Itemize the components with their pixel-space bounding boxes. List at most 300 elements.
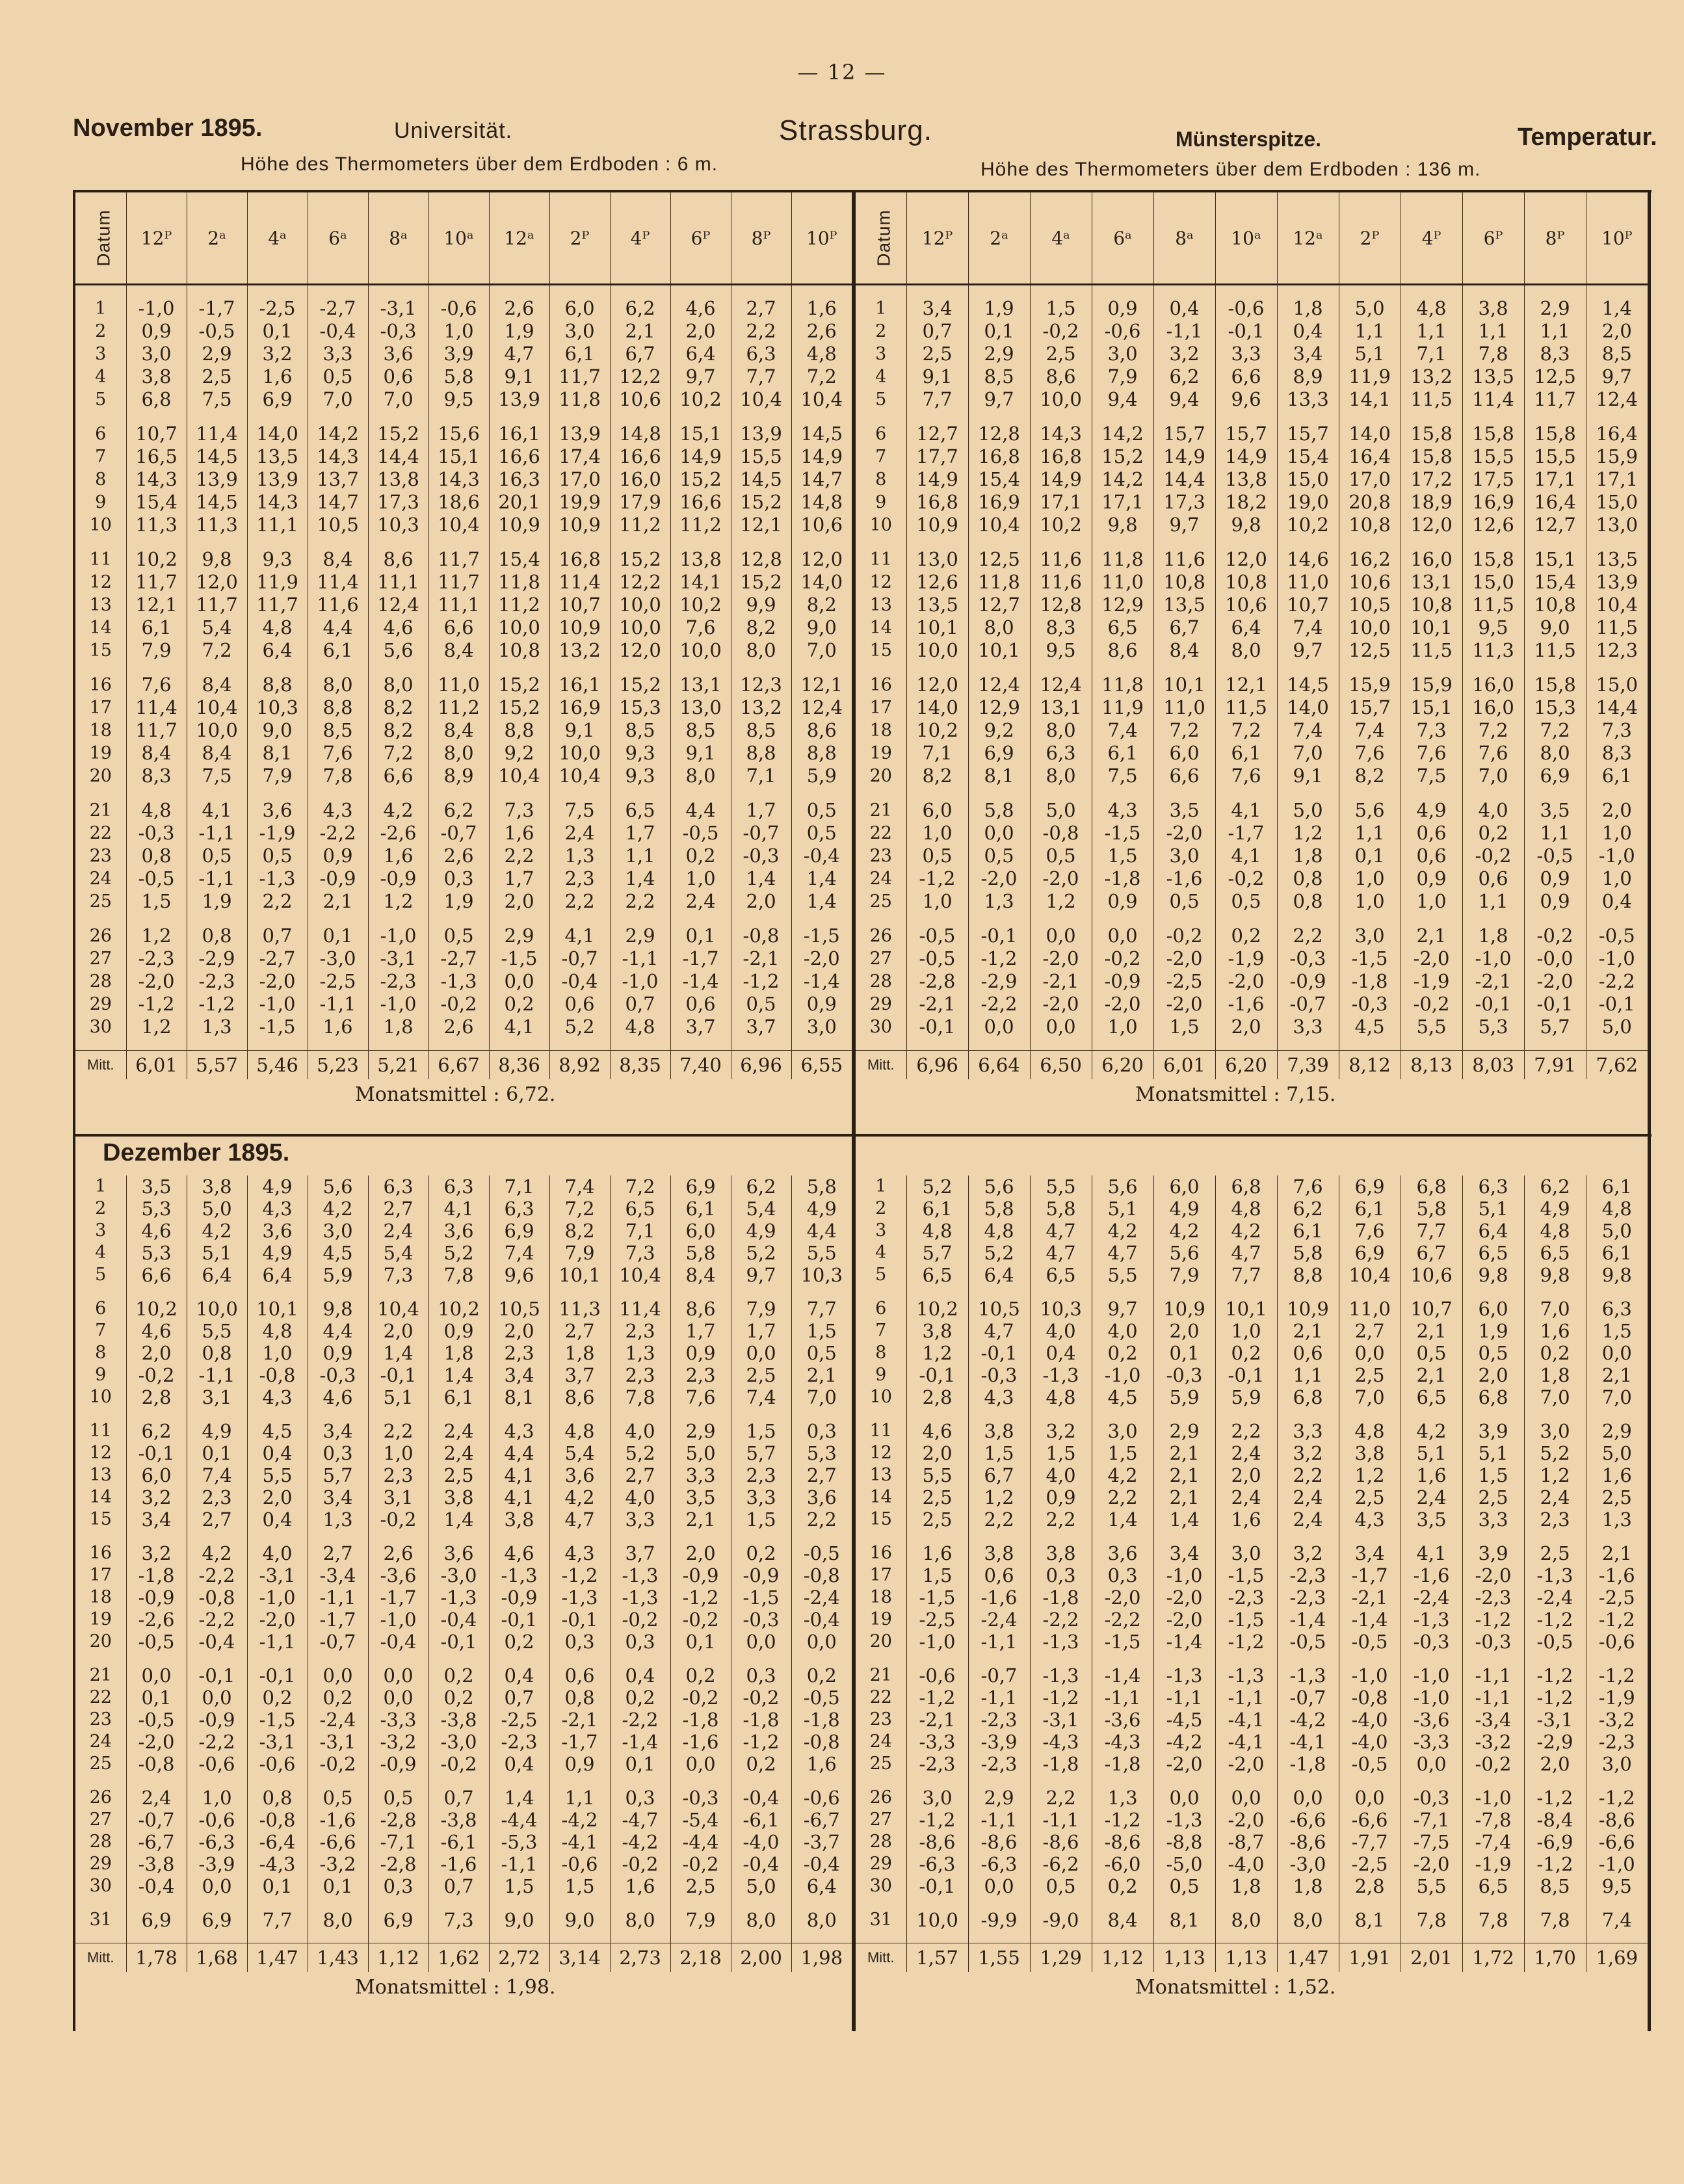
temperature-cell: 6,4 xyxy=(187,1264,247,1286)
temperature-cell: 1,1 xyxy=(1462,890,1524,913)
left-station-title: Universität. xyxy=(394,118,513,143)
temperature-cell: 1,6 xyxy=(791,297,852,320)
temperature-cell: 10,0 xyxy=(906,639,968,662)
temperature-cell: 9,1 xyxy=(549,719,610,742)
day-cell: 18 xyxy=(869,720,892,741)
temperature-cell: 15,7 xyxy=(1277,423,1339,445)
temperature-cell: 0,1 xyxy=(308,1875,368,1897)
temperature-cell: -1,4 xyxy=(610,1731,670,1753)
temperature-cell: 0,7 xyxy=(610,993,670,1016)
temperature-cell: -1,4 xyxy=(670,970,731,993)
temperature-cell: 3,5 xyxy=(1153,799,1215,822)
temperature-cell: 3,8 xyxy=(489,1508,549,1531)
temperature-cell: 6,5 xyxy=(1462,1875,1524,1897)
temperature-cell: 0,0 xyxy=(670,1753,731,1775)
temperature-cell: 4,1 xyxy=(1215,799,1277,822)
temperature-cell: 11,7 xyxy=(187,594,247,616)
temperature-cell: 10,2 xyxy=(670,594,731,616)
temperature-cell: 3,7 xyxy=(670,1016,731,1038)
temperature-cell: -0,3 xyxy=(1153,1364,1215,1386)
day-cell: 5 xyxy=(875,1265,887,1285)
temperature-cell: -0,6 xyxy=(187,1753,247,1775)
temperature-cell: 8,5 xyxy=(308,719,368,742)
temperature-cell: -1,3 xyxy=(549,1586,610,1609)
temperature-cell: 1,8 xyxy=(1462,925,1524,947)
temperature-cell: 17,1 xyxy=(1524,468,1586,491)
temperature-cell: 1,3 xyxy=(1586,1508,1648,1531)
temperature-cell: 6,7 xyxy=(610,343,670,365)
temperature-cell: 9,2 xyxy=(489,742,549,765)
temperature-cell: -0,2 xyxy=(1524,925,1586,947)
temperature-cell: -6,3 xyxy=(187,1831,247,1853)
temperature-cell: -0,1 xyxy=(1215,320,1277,343)
temperature-cell: 5,5 xyxy=(791,1242,852,1264)
temperature-cell: 14,0 xyxy=(906,696,968,719)
temperature-cell: 0,3 xyxy=(368,1875,428,1897)
temperature-cell: -1,8 xyxy=(731,1709,791,1731)
temperature-cell: 1,0 xyxy=(1339,867,1401,890)
table-row xyxy=(75,423,852,445)
temperature-cell: 6,0 xyxy=(126,1464,187,1486)
temperature-cell: 11,0 xyxy=(1277,571,1339,594)
temperature-cell: 14,9 xyxy=(1030,468,1092,491)
temperature-cell: 0,1 xyxy=(670,925,731,947)
temperature-cell: -1,1 xyxy=(308,993,368,1016)
mean-cell: 6,96 xyxy=(731,1051,791,1080)
day-cell: 12 xyxy=(869,572,892,592)
temperature-cell: -4,2 xyxy=(610,1831,670,1853)
temperature-cell: 6,2 xyxy=(126,1420,187,1442)
temperature-cell: 11,3 xyxy=(187,514,247,536)
temperature-cell: 11,5 xyxy=(1462,594,1524,616)
temperature-cell: 14,6 xyxy=(1277,548,1339,571)
frame-right-line xyxy=(1648,190,1651,2031)
temperature-cell: -0,9 xyxy=(368,1753,428,1775)
temperature-cell: 12,7 xyxy=(1524,514,1586,536)
temperature-cell: 2,4 xyxy=(126,1787,187,1809)
temperature-cell: 1,4 xyxy=(791,867,852,890)
temperature-cell: 0,0 xyxy=(731,1631,791,1653)
temperature-cell: 2,2 xyxy=(549,890,610,913)
temperature-cell: 12,5 xyxy=(1339,639,1401,662)
temperature-cell: 0,1 xyxy=(247,320,308,343)
temperature-cell: 4,0 xyxy=(1462,799,1524,822)
temperature-cell: -1,8 xyxy=(791,1709,852,1731)
temperature-cell: -2,5 xyxy=(1339,1853,1401,1875)
temperature-cell: -0,4 xyxy=(187,1631,247,1653)
temperature-cell: -1,6 xyxy=(1586,1564,1648,1586)
temperature-cell: 6,1 xyxy=(906,1198,968,1220)
temperature-cell: 2,4 xyxy=(670,890,731,913)
temperature-cell: 9,5 xyxy=(1586,1875,1648,1897)
table-row xyxy=(75,1298,852,1320)
temperature-cell: 2,5 xyxy=(1339,1486,1401,1508)
table-row xyxy=(75,1176,852,1198)
temperature-cell: -0,3 xyxy=(1401,1631,1462,1653)
temperature-cell: 4,4 xyxy=(489,1442,549,1464)
temperature-cell: 16,8 xyxy=(968,445,1030,468)
mean-cell: 1,70 xyxy=(1524,1943,1586,1973)
temperature-cell: -8,4 xyxy=(1524,1809,1586,1831)
temperature-cell: 4,6 xyxy=(126,1220,187,1242)
temperature-cell: 9,8 xyxy=(1586,1264,1648,1286)
hour-header: 8ᴾ xyxy=(1524,192,1586,285)
temperature-cell: 0,9 xyxy=(549,1753,610,1775)
temperature-cell: 0,3 xyxy=(1092,1564,1153,1586)
temperature-cell: -2,3 xyxy=(1277,1586,1339,1609)
temperature-cell: 1,0 xyxy=(1215,1320,1277,1342)
temperature-cell: 1,6 xyxy=(1586,1464,1648,1486)
temperature-cell: -0,5 xyxy=(791,1542,852,1564)
hour-header: 6ᵃ xyxy=(1092,192,1153,285)
temperature-cell: -0,5 xyxy=(126,1631,187,1653)
day-cell: 8 xyxy=(875,1343,887,1363)
temperature-cell: -1,1 xyxy=(1153,320,1215,343)
temperature-cell: 5,5 xyxy=(1401,1875,1462,1897)
temperature-cell: 8,2 xyxy=(731,616,791,639)
temperature-cell: 4,0 xyxy=(1092,1320,1153,1342)
temperature-cell: 0,9 xyxy=(791,993,852,1016)
day-cell: 3 xyxy=(875,344,887,364)
temperature-cell: 8,0 xyxy=(968,616,1030,639)
table-row xyxy=(856,1420,1648,1442)
temperature-cell: 16,0 xyxy=(1462,696,1524,719)
temperature-cell: 3,0 xyxy=(1215,1542,1277,1564)
temperature-cell: 9,7 xyxy=(1092,1298,1153,1320)
temperature-cell: -0,7 xyxy=(126,1809,187,1831)
temperature-cell: 17,7 xyxy=(906,445,968,468)
temperature-cell: 3,6 xyxy=(791,1486,852,1508)
temperature-cell: -1,6 xyxy=(670,1731,731,1753)
temperature-cell: -1,2 xyxy=(549,1564,610,1586)
temperature-cell: -2,5 xyxy=(247,297,308,320)
temperature-cell: 7,3 xyxy=(1401,719,1462,742)
temperature-cell: 9,0 xyxy=(549,1909,610,1931)
day-cell: 22 xyxy=(869,823,892,843)
mean-cell: 8,03 xyxy=(1462,1051,1524,1080)
temperature-cell: 2,2 xyxy=(1277,1464,1339,1486)
temperature-cell: 7,7 xyxy=(247,1909,308,1931)
temperature-cell: -0,4 xyxy=(126,1875,187,1897)
temperature-cell: 16,4 xyxy=(1586,423,1648,445)
temperature-cell: -0,2 xyxy=(1092,947,1153,970)
temperature-cell: 8,0 xyxy=(791,1909,852,1931)
table-row xyxy=(856,1631,1648,1653)
temperature-cell: -7,8 xyxy=(1462,1809,1524,1831)
temperature-cell: 15,5 xyxy=(1524,445,1586,468)
temperature-cell: 4,3 xyxy=(489,1420,549,1442)
temperature-cell: -0,5 xyxy=(1277,1631,1339,1653)
mean-cell: 8,13 xyxy=(1401,1051,1462,1080)
day-cell: 2 xyxy=(875,321,887,341)
temperature-cell: 0,2 xyxy=(731,1542,791,1564)
temperature-cell: 5,5 xyxy=(906,1464,968,1486)
temperature-cell: 15,1 xyxy=(1524,548,1586,571)
temperature-cell: -1,0 xyxy=(1092,1364,1153,1386)
temperature-cell: -3,9 xyxy=(968,1731,1030,1753)
temperature-cell: -1,8 xyxy=(1030,1753,1092,1775)
temperature-cell: 8,5 xyxy=(731,719,791,742)
temperature-cell: 6,2 xyxy=(610,297,670,320)
day-cell: 28 xyxy=(869,1832,892,1852)
table-row xyxy=(75,1709,852,1731)
table-row xyxy=(75,765,852,787)
mean-cell: 8,92 xyxy=(549,1051,610,1080)
temperature-cell: 17,2 xyxy=(1401,468,1462,491)
temperature-cell: 4,7 xyxy=(1092,1242,1153,1264)
temperature-cell: 3,8 xyxy=(968,1542,1030,1564)
temperature-cell: 6,9 xyxy=(247,388,308,411)
temperature-cell: 15,2 xyxy=(1092,445,1153,468)
temperature-cell: -6,3 xyxy=(968,1853,1030,1875)
temperature-cell: -7,1 xyxy=(368,1831,428,1853)
temperature-cell: 12,8 xyxy=(731,548,791,571)
temperature-cell: 5,8 xyxy=(428,365,489,388)
table-row xyxy=(856,970,1648,993)
day-cell: 7 xyxy=(875,1321,887,1341)
temperature-cell: -1,5 xyxy=(1092,1631,1153,1653)
temperature-cell: -0,4 xyxy=(308,320,368,343)
temperature-cell: 1,6 xyxy=(247,365,308,388)
temperature-cell: 10,3 xyxy=(368,514,428,536)
temperature-cell: 12,0 xyxy=(187,571,247,594)
temperature-cell: -2,3 xyxy=(1462,1586,1524,1609)
monthly-mean: Monatsmittel : 1,52. xyxy=(1135,1976,1336,1999)
hour-header: 6ᴾ xyxy=(1462,192,1524,285)
temperature-cell: 2,4 xyxy=(549,822,610,845)
temperature-cell: -0,2 xyxy=(610,1853,670,1875)
temperature-cell: 9,5 xyxy=(428,388,489,411)
temperature-cell: 5,7 xyxy=(731,1442,791,1464)
temperature-cell: 9,1 xyxy=(489,365,549,388)
temperature-cell: -0,5 xyxy=(1339,1631,1401,1653)
temperature-cell: 7,3 xyxy=(489,799,549,822)
temperature-cell: 14,8 xyxy=(791,491,852,514)
temperature-cell: 0,6 xyxy=(1401,845,1462,867)
temperature-cell: 9,5 xyxy=(1030,639,1092,662)
mean-label: Mitt. xyxy=(75,1051,126,1080)
temperature-cell: -1,2 xyxy=(906,867,968,890)
temperature-cell: 5,6 xyxy=(1153,1242,1215,1264)
temperature-cell: 0,3 xyxy=(610,1631,670,1653)
temperature-cell: 2,7 xyxy=(187,1508,247,1531)
temperature-cell: 4,8 xyxy=(610,1016,670,1038)
temperature-cell: -2,0 xyxy=(1153,1753,1215,1775)
november-universitaet-table xyxy=(75,192,852,1111)
temperature-cell: 4,8 xyxy=(126,799,187,822)
temperature-cell: 8,8 xyxy=(791,742,852,765)
day-cell: 13 xyxy=(89,1465,112,1485)
table-row xyxy=(856,993,1648,1016)
temperature-cell: 14,0 xyxy=(1339,423,1401,445)
temperature-cell: 17,1 xyxy=(1030,491,1092,514)
temperature-cell: 5,5 xyxy=(1401,1016,1462,1038)
temperature-cell: -0,7 xyxy=(968,1664,1030,1687)
temperature-cell: -0,9 xyxy=(489,1586,549,1609)
temperature-cell: 0,0 xyxy=(126,1664,187,1687)
day-cell: 16 xyxy=(89,675,112,695)
temperature-cell: 10,6 xyxy=(610,388,670,411)
table-row xyxy=(856,1320,1648,1342)
day-cell: 22 xyxy=(89,823,112,843)
mean-cell: 6,96 xyxy=(906,1051,968,1080)
temperature-cell: 10,8 xyxy=(1215,571,1277,594)
temperature-cell: 15,7 xyxy=(1339,696,1401,719)
temperature-cell: 11,9 xyxy=(247,571,308,594)
temperature-cell: 7,9 xyxy=(1153,1264,1215,1286)
temperature-cell: 12,1 xyxy=(731,514,791,536)
temperature-cell: 2,4 xyxy=(1215,1486,1277,1508)
temperature-cell: -6,4 xyxy=(247,1831,308,1853)
temperature-cell: -1,0 xyxy=(610,970,670,993)
temperature-cell: 5,7 xyxy=(1524,1016,1586,1038)
temperature-cell: 2,2 xyxy=(1030,1787,1092,1809)
temperature-cell: 1,0 xyxy=(1586,867,1648,890)
temperature-cell: 15,4 xyxy=(968,468,1030,491)
hour-header: 10ᴾ xyxy=(791,192,852,285)
temperature-cell: -1,3 xyxy=(1524,1564,1586,1586)
temperature-cell: 1,8 xyxy=(1277,845,1339,867)
table-row xyxy=(856,571,1648,594)
table-row xyxy=(75,719,852,742)
temperature-cell: 1,2 xyxy=(1277,822,1339,845)
temperature-cell: 3,2 xyxy=(126,1486,187,1508)
temperature-cell: 8,4 xyxy=(126,742,187,765)
temperature-cell: 16,4 xyxy=(1339,445,1401,468)
day-cell: 24 xyxy=(869,869,892,889)
temperature-cell: 9,3 xyxy=(610,765,670,787)
temperature-cell: -2,3 xyxy=(1215,1586,1277,1609)
temperature-cell: 2,0 xyxy=(1215,1464,1277,1486)
temperature-cell: 11,2 xyxy=(428,696,489,719)
temperature-cell: -3,0 xyxy=(428,1564,489,1586)
temperature-cell: 1,5 xyxy=(906,1564,968,1586)
temperature-cell: 2,2 xyxy=(791,1508,852,1531)
day-cell: 28 xyxy=(869,971,892,992)
table-row xyxy=(75,1853,852,1875)
temperature-cell: 0,3 xyxy=(308,1442,368,1464)
temperature-cell: -2,0 xyxy=(1153,947,1215,970)
temperature-cell: 2,4 xyxy=(1277,1486,1339,1508)
temperature-cell: 14,9 xyxy=(670,445,731,468)
monthly-mean: Monatsmittel : 7,15. xyxy=(1135,1083,1336,1106)
temperature-cell: -3,6 xyxy=(1401,1709,1462,1731)
day-cell: 1 xyxy=(875,1176,887,1196)
temperature-cell: 6,0 xyxy=(1153,742,1215,765)
temperature-cell: 7,3 xyxy=(368,1264,428,1286)
day-cell: 7 xyxy=(875,447,887,467)
temperature-cell: 2,5 xyxy=(1339,1364,1401,1386)
temperature-cell: 2,6 xyxy=(489,297,549,320)
temperature-cell: 17,1 xyxy=(1586,468,1648,491)
temperature-cell: -4,7 xyxy=(610,1809,670,1831)
temperature-cell: 14,5 xyxy=(1277,674,1339,696)
hour-header: 10ᴾ xyxy=(1586,192,1648,285)
temperature-cell: -2,2 xyxy=(610,1709,670,1731)
temperature-cell: 4,9 xyxy=(247,1176,308,1198)
temperature-cell: -6,6 xyxy=(1277,1809,1339,1831)
temperature-cell: 12,4 xyxy=(1030,674,1092,696)
temperature-cell: 8,1 xyxy=(1153,1909,1215,1931)
temperature-cell: -1,0 xyxy=(368,1609,428,1631)
temperature-cell: -1,3 xyxy=(1030,1364,1092,1386)
temperature-cell: 4,1 xyxy=(1215,845,1277,867)
temperature-cell: 7,6 xyxy=(670,1386,731,1408)
temperature-cell: 2,2 xyxy=(489,845,549,867)
temperature-cell: 3,8 xyxy=(126,365,187,388)
day-cell: 10 xyxy=(89,1387,112,1407)
temperature-cell: 1,3 xyxy=(1092,1787,1153,1809)
temperature-cell: 2,9 xyxy=(968,1787,1030,1809)
monthly-mean-row xyxy=(75,1079,852,1111)
temperature-cell: 3,4 xyxy=(1277,343,1339,365)
temperature-cell: 0,5 xyxy=(247,845,308,867)
temperature-cell: 9,1 xyxy=(906,365,968,388)
temperature-cell: 7,8 xyxy=(1401,1909,1462,1931)
temperature-cell: 3,9 xyxy=(1462,1542,1524,1564)
temperature-cell: 0,8 xyxy=(549,1687,610,1709)
temperature-cell: 0,5 xyxy=(187,845,247,867)
temperature-cell: -1,8 xyxy=(1092,1753,1153,1775)
table-row xyxy=(856,365,1648,388)
temperature-cell: 1,5 xyxy=(489,1875,549,1897)
temperature-cell: 1,5 xyxy=(731,1420,791,1442)
temperature-cell: 15,0 xyxy=(1586,491,1648,514)
day-cell: 22 xyxy=(89,1687,112,1707)
temperature-cell: 2,0 xyxy=(670,1542,731,1564)
table-row xyxy=(75,925,852,947)
temperature-cell: 8,0 xyxy=(308,1909,368,1931)
temperature-cell: 4,4 xyxy=(308,1320,368,1342)
temperature-cell: 2,0 xyxy=(126,1342,187,1364)
temperature-cell: 3,5 xyxy=(126,1176,187,1198)
temperature-cell: -0,9 xyxy=(731,1564,791,1586)
temperature-cell: 10,8 xyxy=(489,639,549,662)
temperature-cell: -0,5 xyxy=(126,1709,187,1731)
temperature-cell: 6,4 xyxy=(791,1875,852,1897)
day-cell: 29 xyxy=(89,994,112,1014)
temperature-cell: 1,6 xyxy=(1215,1508,1277,1531)
temperature-cell: 8,8 xyxy=(1277,1264,1339,1286)
temperature-cell: -6,2 xyxy=(1030,1853,1092,1875)
temperature-cell: 20,8 xyxy=(1339,491,1401,514)
temperature-cell: 10,1 xyxy=(968,639,1030,662)
temperature-cell: -1,2 xyxy=(1586,1664,1648,1687)
temperature-cell: 7,2 xyxy=(187,639,247,662)
temperature-cell: 11,4 xyxy=(549,571,610,594)
temperature-cell: -1,2 xyxy=(126,993,187,1016)
temperature-cell: 5,3 xyxy=(1462,1016,1524,1038)
temperature-cell: -6,6 xyxy=(1586,1831,1648,1853)
mean-label: Mitt. xyxy=(75,1943,126,1973)
temperature-cell: 10,0 xyxy=(187,1298,247,1320)
group-gap-row xyxy=(856,1408,1648,1420)
day-cell: 14 xyxy=(869,618,892,638)
temperature-cell: 9,8 xyxy=(1215,514,1277,536)
temperature-cell: 0,5 xyxy=(968,845,1030,867)
temperature-cell: 9,0 xyxy=(791,616,852,639)
mean-row xyxy=(856,1943,1648,1973)
hour-header: 2ᵃ xyxy=(187,192,247,285)
temperature-cell: 4,3 xyxy=(247,1386,308,1408)
temperature-cell: 0,5 xyxy=(1215,890,1277,913)
temperature-cell: 7,0 xyxy=(1524,1386,1586,1408)
temperature-cell: -1,1 xyxy=(1092,1687,1153,1709)
temperature-cell: 2,3 xyxy=(489,1342,549,1364)
temperature-cell: 5,6 xyxy=(368,639,428,662)
day-cell: 16 xyxy=(89,1543,112,1563)
temperature-cell: -3,6 xyxy=(368,1564,428,1586)
